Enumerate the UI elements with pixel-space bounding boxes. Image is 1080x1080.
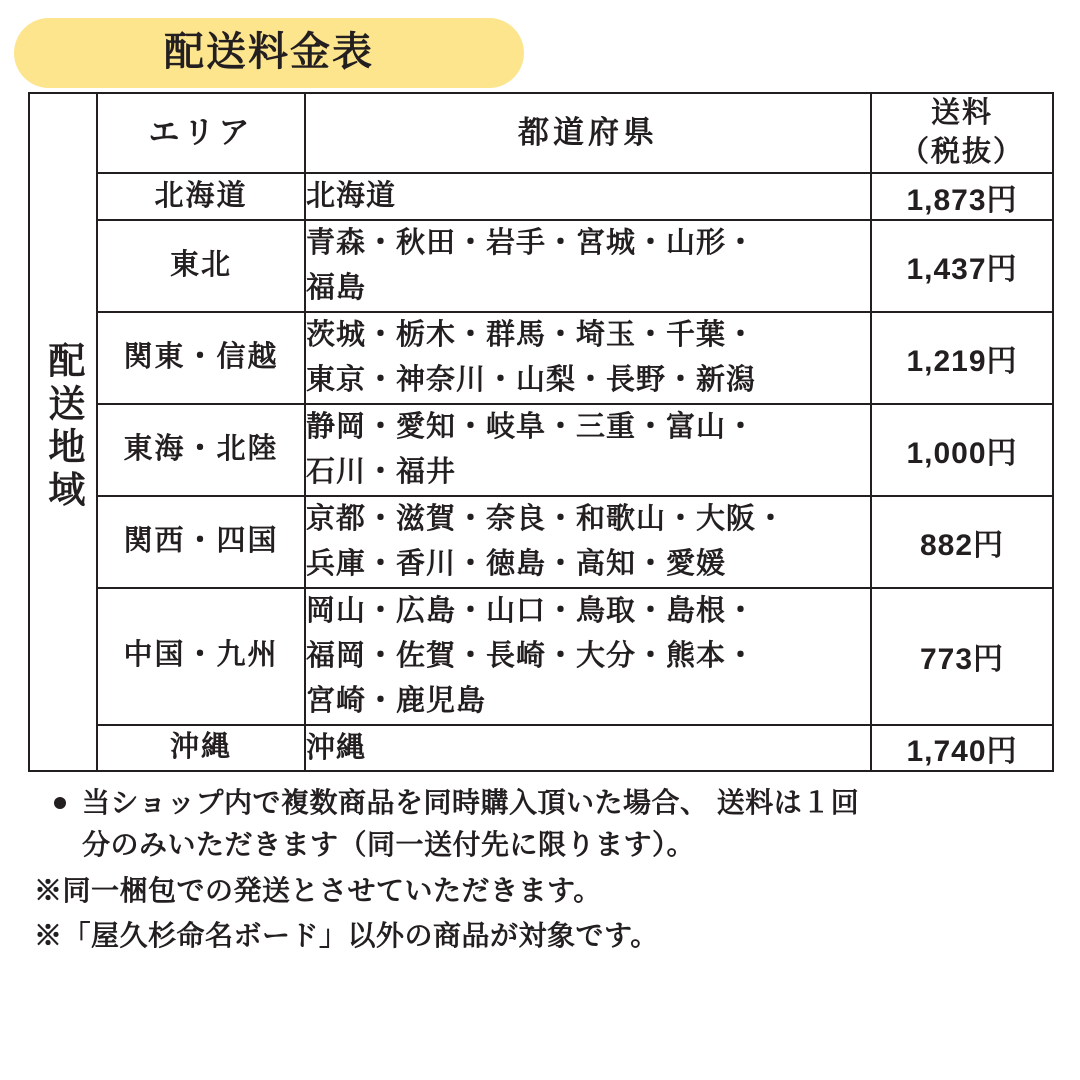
table-row [29,173,1053,220]
prefecture-line: 福岡・佐賀・長崎・大分・熊本・ [306,639,757,672]
prefecture-list [305,496,871,588]
fee-value: 1,219円 [871,312,1053,404]
prefecture-list [305,312,871,404]
prefecture-line: 青森・秋田・岩手・宮城・山形・ [306,227,757,260]
note-line: 当ショップ内で複数商品を同時購入頂いた場合、 送料は１回 [82,787,860,819]
table-row [29,220,1053,312]
title-section [0,0,1080,92]
table-row [29,496,1053,588]
area-label: 関東・信越 [97,312,305,404]
prefecture-line: 福島 [306,272,367,305]
prefecture-line: 岡山・広島・山口・鳥取・島根・ [306,594,757,627]
fee-value: 882円 [871,496,1053,588]
page-title: 配送料金表 [14,18,524,88]
fee-value: 1,740円 [871,725,1053,772]
prefecture-list [305,220,871,312]
area-label: 関西・四国 [97,496,305,588]
prefecture-list [305,173,871,220]
header-prefecture: 都道府県 [305,93,871,173]
area-label: 東海・北陸 [97,404,305,496]
table-row [29,588,1053,725]
prefecture-line: 茨城・栃木・群馬・埼玉・千葉・ [306,319,757,352]
prefecture-line: 沖縄 [306,731,367,764]
prefecture-line: 京都・滋賀・奈良・和歌山・大阪・ [306,502,787,535]
note-line: 分のみいただきます（同一送付先に限ります）。 [82,829,696,861]
vertical-header-cell [29,93,97,771]
prefecture-list [305,588,871,725]
table-header-row [29,93,1053,173]
prefecture-line: 静岡・愛知・岐阜・三重・富山・ [306,410,757,443]
prefecture-line: 兵庫・香川・徳島・高知・愛媛 [306,547,727,580]
table-row [29,725,1053,772]
area-label: 東北 [97,220,305,312]
prefecture-list [305,725,871,772]
header-fee-line2: （税抜） [899,136,1024,169]
table-row [29,404,1053,496]
header-area: エリア [97,93,305,173]
fee-value: 1,000円 [871,404,1053,496]
prefecture-line: 東京・神奈川・山梨・長野・新潟 [306,364,757,397]
note-packaging: ※同一梱包での発送とさせていただきます。 [34,875,602,907]
fee-value: 1,873円 [871,173,1053,220]
vertical-header-label: 配送地域 [42,341,84,514]
fee-table-container [28,92,1052,772]
area-label: 中国・九州 [97,588,305,725]
prefecture-list [305,404,871,496]
prefecture-line: 北海道 [306,180,397,213]
shipping-fee-table [28,92,1054,772]
bullet-dot-icon [54,797,66,809]
header-fee-line1: 送料 [930,97,993,129]
fee-value: 1,437円 [871,220,1053,312]
area-label: 北海道 [97,173,305,220]
header-fee [871,93,1053,173]
notes-section [0,782,1080,957]
prefecture-line: 宮崎・鹿児島 [306,684,487,717]
note-bullet-item [34,782,1056,866]
table-row [29,312,1053,404]
note-exclusion: ※「屋久杉命名ボード」以外の商品が対象です。 [34,920,659,952]
prefecture-line: 石川・福井 [306,455,457,488]
fee-value: 773円 [871,588,1053,725]
area-label: 沖縄 [97,725,305,772]
